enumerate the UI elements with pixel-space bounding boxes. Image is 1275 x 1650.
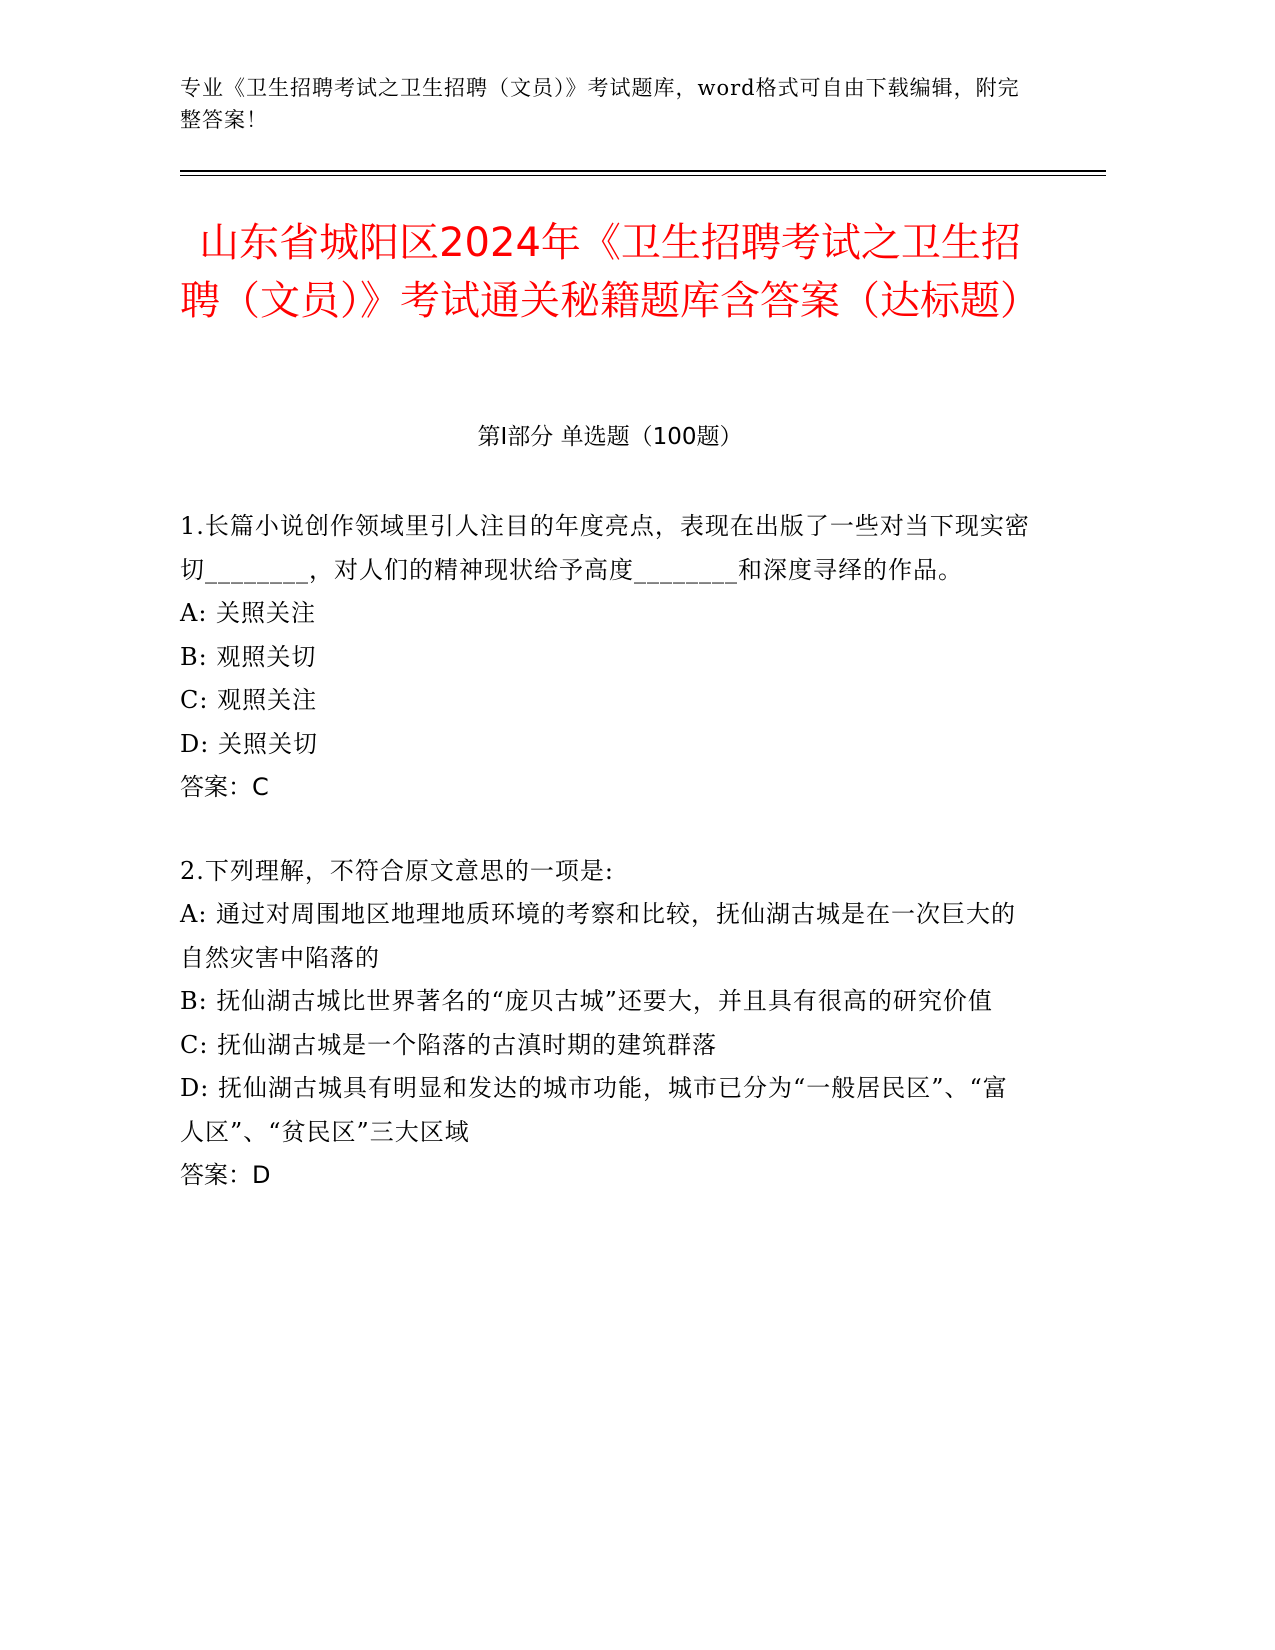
- option-c: C: 观照关注: [180, 686, 318, 714]
- question-stem: 1.长篇小说创作领域里引人注目的年度亮点，表现在出版了一些对当下现实密切________，对人们的精神现状给予高度________和深度寻绎的作品。: [180, 512, 1030, 584]
- option-d: D: 抚仙湖古城具有明显和发达的城市功能，城市已分为“一般居民区”、“富人区”、“贫民区”三大区域: [180, 1074, 1008, 1146]
- option-a: A: 关照关注: [180, 599, 317, 627]
- question-list: [180, 505, 1030, 1238]
- header-rule-thick: [180, 170, 1106, 172]
- document-title: 山东省城阳区2024年《卫生招聘考试之卫生招聘（文员）》考试通关秘籍题库含答案（达标题）: [180, 220, 1040, 324]
- header-note: 专业《卫生招聘考试之卫生招聘（文员）》考试题库，word格式可自由下载编辑，附完整答案！: [180, 76, 1020, 132]
- option-b: B: 抚仙湖古城比世界著名的“庞贝古城”还要大，并且具有很高的研究价值: [180, 987, 993, 1015]
- option-a: A: 通过对周围地区地理地质环境的考察和比较，抚仙湖古城是在一次巨大的自然灾害中陷落的: [180, 900, 1017, 972]
- answer-line: 答案：D: [180, 1161, 271, 1189]
- question-2: [180, 850, 1030, 1198]
- option-d: D: 关照关切: [180, 729, 318, 758]
- header-rule-thin: [180, 175, 1106, 176]
- question-stem: 2.下列理解，不符合原文意思的一项是:: [180, 856, 614, 885]
- option-c: C: 抚仙湖古城是一个陷落的古滇时期的建筑群落: [180, 1030, 718, 1059]
- question-1: [180, 505, 1030, 810]
- section-heading: 第Ⅰ部分 单选题（100题）: [477, 424, 743, 450]
- option-b: B: 观照关切: [180, 642, 317, 671]
- answer-line: 答案：C: [180, 773, 269, 801]
